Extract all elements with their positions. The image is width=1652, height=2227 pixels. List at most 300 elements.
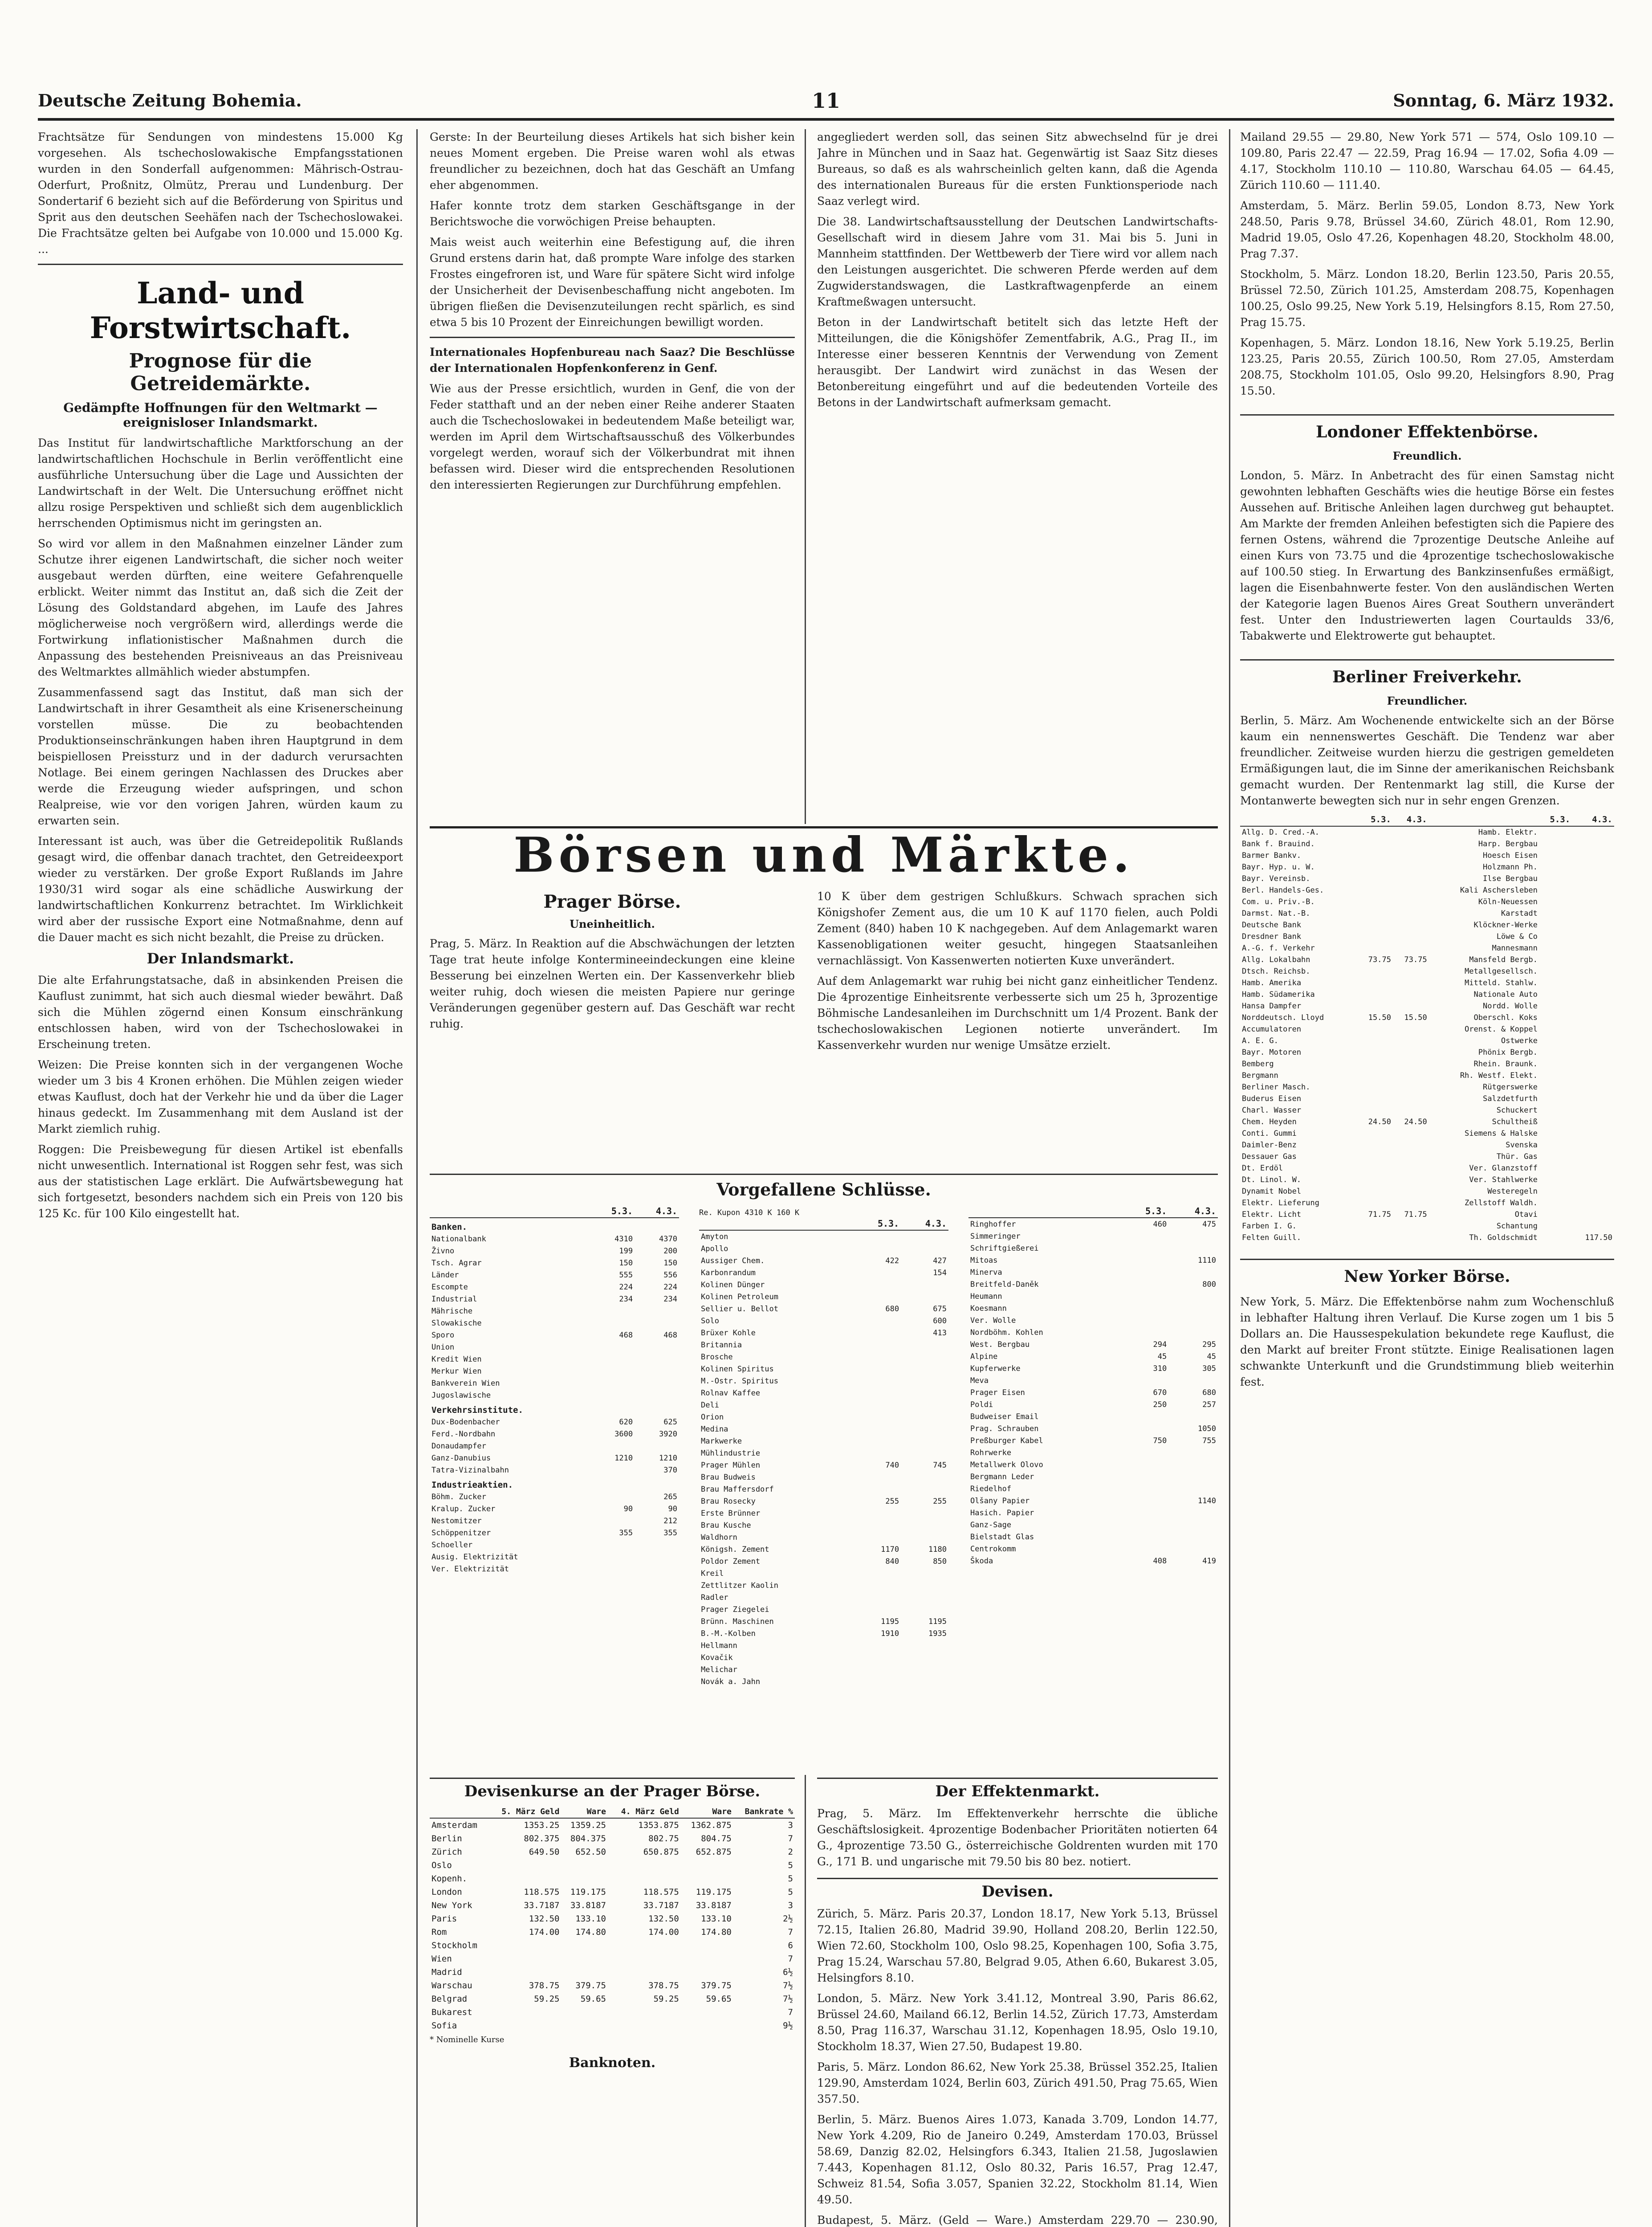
price-previous xyxy=(901,1411,948,1423)
price-value xyxy=(1393,1093,1429,1105)
dealt-footnote: Re. Kupon 4310 K 160 K xyxy=(699,1208,800,1217)
security-name: Bergmann Leder xyxy=(970,1472,1034,1481)
table-row xyxy=(1240,919,1614,931)
price-value xyxy=(1393,1105,1429,1116)
table-row xyxy=(1240,1000,1614,1012)
security-name: Deli xyxy=(701,1400,719,1410)
rate-value: 652.50 xyxy=(575,1847,606,1857)
freiverkehr-header: 4.3. xyxy=(1393,813,1429,826)
security-name: Bayr. Vereinsb. xyxy=(1242,874,1310,883)
security-name: Simmeringer xyxy=(970,1232,1021,1241)
price-today xyxy=(853,1567,901,1579)
rate-value: 7 xyxy=(788,1834,793,1844)
price-value xyxy=(1539,977,1572,989)
security-name: Ver. Wolle xyxy=(970,1316,1016,1325)
price-value xyxy=(1357,885,1393,896)
table-row xyxy=(1240,954,1614,966)
price-value xyxy=(1572,931,1614,942)
security-name: Hasich. Papier xyxy=(970,1508,1034,1517)
price-value xyxy=(1357,1000,1393,1012)
price-value xyxy=(1357,1105,1393,1116)
security-name: Bayr. Hyp. u. W. xyxy=(1242,863,1315,872)
price-today xyxy=(853,1676,901,1688)
price-previous: 1110 xyxy=(1198,1256,1216,1265)
price-value xyxy=(1539,1093,1572,1105)
table-row xyxy=(430,1269,679,1281)
price-today xyxy=(1119,1495,1169,1507)
rate-value xyxy=(488,1939,562,1952)
table-row xyxy=(430,1818,795,1832)
security-name: Dtsch. Reichsb. xyxy=(1242,967,1310,976)
price-previous xyxy=(901,1447,948,1459)
price-today: 740 xyxy=(885,1460,899,1470)
security-name: Darmst. Nat.-B. xyxy=(1242,909,1310,918)
rate-value: 3 xyxy=(788,1820,793,1830)
table-row xyxy=(699,1387,948,1399)
price-value xyxy=(1539,885,1572,896)
price-previous: 800 xyxy=(1202,1280,1216,1289)
security-name: Nordböhm. Kohlen xyxy=(970,1328,1043,1337)
table-row xyxy=(430,1551,679,1563)
currency-place: Bukarest xyxy=(431,2007,472,2017)
rate-value: 7 xyxy=(788,2007,793,2017)
rate-value: 118.575 xyxy=(643,1887,679,1897)
price-today xyxy=(590,1353,635,1365)
security-name: Brünn. Maschinen xyxy=(701,1617,774,1626)
price-today xyxy=(853,1230,901,1243)
devisen-header: 4. März Geld xyxy=(608,1806,681,1818)
security-name: Schriftgießerei xyxy=(970,1244,1039,1253)
table-row xyxy=(1240,1116,1614,1128)
price-value xyxy=(1357,1035,1393,1047)
table-row xyxy=(1240,1070,1614,1081)
rate-value: 804.375 xyxy=(570,1834,606,1844)
currency-place: Zürich xyxy=(431,1847,462,1857)
price-today: 460 xyxy=(1153,1220,1167,1229)
security-name: Kali Aschersleben xyxy=(1460,886,1538,895)
price-value: 73.75 xyxy=(1404,955,1427,964)
price-value: 24.50 xyxy=(1404,1118,1427,1126)
table-row xyxy=(1240,1162,1614,1174)
table-row xyxy=(1240,977,1614,989)
table-row xyxy=(699,1435,948,1447)
table-row xyxy=(1240,1197,1614,1209)
table-row xyxy=(1240,873,1614,885)
price-previous: 419 xyxy=(1202,1556,1216,1566)
table-row xyxy=(1240,931,1614,942)
table-row xyxy=(968,1531,1218,1543)
price-today xyxy=(1119,1302,1169,1314)
price-previous xyxy=(635,1539,679,1551)
article-text: Wie aus der Presse ersichtlich, wurden in Genf, die von der Feder statthaft und an der neben einer Reihe anderer Staaten auch die Tschechoslowakei in bedeutendem Maße beteiligt war, werden im April dem Wirtschaftsausschuß des Völkerbundes vorgelegt werden, worauf sich der Völkerbundrat mit ihnen befassen wird. Dieser wird die entsprechenden Resolutionen den interessierten Regierungen zur Durchführung empfehlen. xyxy=(430,382,795,491)
security-name: Ganz-Sage xyxy=(970,1520,1012,1530)
price-value xyxy=(1357,1151,1393,1162)
price-previous xyxy=(1168,1507,1218,1519)
price-value xyxy=(1357,919,1393,931)
table-row xyxy=(968,1362,1218,1375)
table-row xyxy=(430,1885,795,1899)
security-name: A. E. G. xyxy=(1242,1036,1278,1045)
price-today xyxy=(590,1377,635,1389)
security-name: Donaudampfer xyxy=(431,1441,486,1451)
article-text: Die 38. Landwirtschaftsausstellung der Deutschen Landwirtschafts-Gesellschaft wird in diesem Jahre vom 31. Mai bis 5. Juni in Mannheim stattfinden. Der Wettbewerb der Tiere wird vor allem nach den Leistungen ausgerichtet. Die schweren Pferde werden auf dem Zugwiderstandswagen, die Lastkraftwagenpferde an einem Kraftmeßwagen untersucht. xyxy=(817,215,1218,308)
price-today xyxy=(1119,1314,1169,1326)
banknoten-title: Banknoten. xyxy=(569,2055,656,2071)
article-text: Budapest, 5. März. (Geld — Ware.) Amsterdam 229.70 — 230.90, xyxy=(817,2214,1218,2227)
table-row xyxy=(430,1952,795,1966)
price-previous: 257 xyxy=(1202,1400,1216,1409)
column-1 xyxy=(38,129,403,2227)
dealt-col-1 xyxy=(430,1205,679,1753)
table-row xyxy=(699,1230,948,1243)
price-today xyxy=(1119,1266,1169,1278)
devisenkurse-table xyxy=(430,1806,795,2032)
table-row xyxy=(1240,885,1614,896)
rate-value xyxy=(608,1966,681,1979)
dealt-subtable xyxy=(968,1205,1218,1567)
security-name: Buderus Eisen xyxy=(1242,1094,1302,1103)
price-today xyxy=(853,1411,901,1423)
price-value: 117.50 xyxy=(1585,1233,1612,1242)
price-value xyxy=(1572,1070,1614,1081)
column-4 xyxy=(1240,129,1614,2227)
table-row xyxy=(968,1387,1218,1399)
price-today xyxy=(1119,1483,1169,1495)
security-name: Klöckner-Werke xyxy=(1473,921,1538,930)
currency-place: Oslo xyxy=(431,1860,452,1870)
table-row xyxy=(1240,1232,1614,1244)
table-row xyxy=(968,1350,1218,1362)
price-previous xyxy=(901,1351,948,1363)
price-previous: 355 xyxy=(663,1528,677,1538)
security-name: Poldor Zement xyxy=(701,1557,761,1566)
price-previous xyxy=(901,1399,948,1411)
article-text: Mailand 29.55 — 29.80, New York 571 — 574, Oslo 109.10 — 109.80, Paris 22.47 — 22.59, Prag 16.94 — 17.02, Sofia 4.09 — 4.17, Stockholm 110.10 — 110.80, Warschau 64.05 — 64.45, Zürich 110.60 — 111.40. xyxy=(1240,131,1614,192)
masthead-page-number: 11 xyxy=(811,89,840,113)
price-previous xyxy=(901,1591,948,1603)
price-previous xyxy=(1168,1483,1218,1495)
price-value xyxy=(1539,850,1572,861)
security-name: Erste Brünner xyxy=(701,1509,761,1518)
security-name: Solo xyxy=(701,1316,719,1326)
security-name: Orion xyxy=(701,1412,724,1422)
masthead-paper-name: Deutsche Zeitung Bohemia. xyxy=(38,90,302,110)
table-row xyxy=(968,1495,1218,1507)
price-value xyxy=(1572,896,1614,908)
price-value xyxy=(1539,896,1572,908)
price-value xyxy=(1572,1105,1614,1116)
currency-place: New York xyxy=(431,1901,472,1910)
column-rule xyxy=(805,129,806,824)
security-name: Thür. Gas xyxy=(1496,1152,1538,1161)
rate-value: 6½ xyxy=(783,1967,793,1977)
security-name: Escompte xyxy=(431,1282,468,1292)
security-name: Ver. Stahlwerke xyxy=(1469,1175,1538,1184)
price-value xyxy=(1393,1139,1429,1151)
price-value xyxy=(1393,1047,1429,1058)
price-previous xyxy=(901,1291,948,1303)
price-value xyxy=(1539,954,1572,966)
price-value xyxy=(1572,966,1614,977)
price-value xyxy=(1539,966,1572,977)
security-name: Meva xyxy=(970,1376,989,1385)
currency-place: Amsterdam xyxy=(431,1820,477,1830)
price-value xyxy=(1572,954,1614,966)
table-row xyxy=(968,1302,1218,1314)
rate-value: 802.75 xyxy=(648,1834,679,1844)
price-previous xyxy=(635,1563,679,1575)
price-value xyxy=(1539,1024,1572,1035)
article-text: Stockholm, 5. März. London 18.20, Berlin 123.50, Paris 20.55, Brüssel 72.50, Zürich 101.25, Amsterdam 208.75, Kopenhagen 100.25, Oslo 99.25, New York 5.19, Helsingfors 8.15, Rom 27.50, Prag 15.75. xyxy=(1240,268,1614,329)
price-today xyxy=(1119,1519,1169,1531)
price-value xyxy=(1572,1058,1614,1070)
table-row xyxy=(430,1329,679,1341)
price-previous: 1180 xyxy=(928,1545,947,1554)
security-name: Metallgesellsch. xyxy=(1465,967,1538,976)
security-name: Elektr. Licht xyxy=(1242,1210,1302,1219)
price-today xyxy=(1119,1471,1169,1483)
table-row xyxy=(968,1338,1218,1350)
security-name: Kovačik xyxy=(701,1653,733,1662)
security-name: Aussiger Chem. xyxy=(701,1256,765,1265)
rate-value: 378.75 xyxy=(648,1981,679,1990)
security-name: B.-M.-Kolben xyxy=(701,1629,756,1638)
security-name: Novák a. Jahn xyxy=(701,1677,761,1686)
divider xyxy=(38,264,403,265)
rate-value: 379.75 xyxy=(575,1981,606,1990)
price-value xyxy=(1393,826,1429,838)
rate-value: 649.50 xyxy=(529,1847,560,1857)
price-previous: 680 xyxy=(1202,1388,1216,1397)
price-previous xyxy=(901,1579,948,1591)
freiverkehr-header: 5.3. xyxy=(1357,813,1393,826)
security-name: Alpine xyxy=(970,1352,998,1361)
security-name: Mansfeld Bergb. xyxy=(1469,955,1538,964)
devisenkurse-title: Devisenkurse an der Prager Börse. xyxy=(430,1778,795,1800)
rate-value: 5 xyxy=(788,1860,793,1870)
security-name: Union xyxy=(431,1342,455,1352)
rate-value xyxy=(488,1952,562,1966)
price-value xyxy=(1572,1174,1614,1186)
price-value xyxy=(1572,1162,1614,1174)
price-value: 15.50 xyxy=(1368,1013,1391,1022)
price-previous xyxy=(901,1279,948,1291)
security-name: Elektr. Lieferung xyxy=(1242,1199,1319,1207)
price-today xyxy=(853,1447,901,1459)
dealt-header-date: 5.3. xyxy=(590,1205,635,1218)
security-name: Brüxer Kohle xyxy=(701,1328,756,1338)
dealt-group-heading: Verkehrsinstitute. xyxy=(431,1405,523,1415)
price-today: 620 xyxy=(619,1417,633,1427)
price-previous: 305 xyxy=(1202,1364,1216,1373)
price-previous xyxy=(1168,1447,1218,1459)
security-name: Köln-Neuessen xyxy=(1478,897,1538,906)
rate-value xyxy=(608,2019,681,2032)
table-row xyxy=(430,1377,679,1389)
price-previous xyxy=(1168,1519,1218,1531)
currency-place: Rom xyxy=(431,1927,447,1937)
security-name: Salzdetfurth xyxy=(1483,1094,1538,1103)
price-value xyxy=(1572,1000,1614,1012)
price-value xyxy=(1393,1081,1429,1093)
price-previous: 150 xyxy=(663,1258,677,1268)
table-row xyxy=(430,1233,679,1245)
newspaper-page xyxy=(38,87,1614,2227)
price-value: 71.75 xyxy=(1404,1210,1427,1219)
rate-value xyxy=(561,1859,608,1872)
security-name: Tatra-Vizinalbahn xyxy=(431,1465,509,1475)
rate-value: 174.80 xyxy=(701,1927,732,1937)
table-row xyxy=(430,1899,795,1912)
table-row xyxy=(430,1389,679,1401)
security-name: Heumann xyxy=(970,1292,1002,1301)
dealt-header-name xyxy=(968,1205,1119,1218)
price-previous xyxy=(635,1377,679,1389)
price-previous xyxy=(901,1507,948,1519)
price-today xyxy=(1119,1326,1169,1338)
price-today: 1910 xyxy=(881,1629,899,1638)
rate-value xyxy=(488,1859,562,1872)
article-text: London, 5. März. New York 3.41.12, Montreal 3.90, Paris 86.62, Brüssel 24.60, Mailand 66.12, Berlin 14.52, Zürich 17.73, Amsterdam 8.50, Prag 116.37, Warschau 31.12, Kopenhagen 18.95, Oslo 19.10, Stockholm 18.37, Wien 27.50, Budapest 19.80. xyxy=(817,1992,1218,2053)
rate-value xyxy=(561,1872,608,1885)
divider xyxy=(430,337,795,338)
security-name: Markwerke xyxy=(701,1436,742,1446)
rate-value xyxy=(681,2019,733,2032)
security-name: A.-G. f. Verkehr xyxy=(1242,944,1315,953)
price-value xyxy=(1572,826,1614,838)
table-row xyxy=(1240,1151,1614,1162)
dealt-header-date: 4.3. xyxy=(1168,1205,1218,1218)
table-row xyxy=(430,1966,795,1979)
table-row xyxy=(430,2019,795,2032)
price-today xyxy=(853,1519,901,1531)
security-name: Kredit Wien xyxy=(431,1354,482,1364)
price-previous xyxy=(901,1375,948,1387)
price-value xyxy=(1539,1070,1572,1081)
security-name: Ferd.-Nordbahn xyxy=(431,1429,496,1439)
price-today xyxy=(853,1652,901,1664)
security-name: Preßburger Kabel xyxy=(970,1436,1043,1445)
article-text: London, 5. März. In Anbetracht des für einen Samstag nicht gewohnten lebhaften Geschäfts wies die heutige Börse ein festes Aussehen auf. Britische Anleihen lagen durchweg gut behauptet. Am Markte der fremden Anleihen befestigten sich die Papiere des fernen Ostens, während die 7prozentige Deutsche Anleihe auf einen Kurs von 73.75 und die 4prozentige tschechoslowakische auf 100.50 stieg. In Erwartung des Bankzinsenfußes ermäßigt, lagen die Eisenbahnwerte fester. Von den ausländischen Werten der Kategorie lagen Buenos Aires Great Southern unverändert fest. Unter den Industriewerten lagen Courtaulds 33/6, Tabakwerte und Elektrowerte gut behauptet. xyxy=(1240,469,1614,642)
security-name: Harp. Bergbau xyxy=(1478,840,1538,848)
price-value xyxy=(1539,1105,1572,1116)
prager-boerse-left xyxy=(430,889,795,1165)
rate-value: 174.00 xyxy=(529,1927,560,1937)
price-value xyxy=(1539,1197,1572,1209)
price-previous: 4370 xyxy=(659,1234,677,1244)
security-name: Metallwerk Olovo xyxy=(970,1460,1043,1469)
dealt-header-date: 4.3. xyxy=(635,1205,679,1218)
price-value xyxy=(1539,989,1572,1000)
dealt-subtable xyxy=(430,1205,679,1575)
freiverkehr-header xyxy=(1429,813,1539,826)
table-row xyxy=(699,1399,948,1411)
security-name: Barmer Bankv. xyxy=(1242,851,1302,860)
rate-value xyxy=(681,1952,733,1966)
security-name: Kralup. Zucker xyxy=(431,1504,496,1513)
price-previous xyxy=(901,1676,948,1688)
security-name: Svenska xyxy=(1506,1141,1538,1150)
table-row xyxy=(430,1832,795,1845)
security-name: Melichar xyxy=(701,1665,737,1674)
dealt-col-3 xyxy=(968,1205,1218,1753)
table-row xyxy=(430,1281,679,1293)
article-text: Amsterdam, 5. März. Berlin 59.05, London 8.73, New York 248.50, Paris 9.78, Brüssel 34.60, Zürich 48.01, Rom 12.90, Madrid 19.05, Oslo 47.26, Kopenhagen 48.20, Stockholm 48.00, Prag 7.37. xyxy=(1240,199,1614,260)
rate-value: 652.875 xyxy=(696,1847,732,1857)
table-row xyxy=(430,1515,679,1527)
price-value xyxy=(1357,850,1393,861)
article-text: Das Institut für landwirtschaftliche Marktforschung an der landwirtschaftlichen Hochschule in Berlin veröffentlicht eine ausführliche Untersuchung über die Lage und Aussichten der Landwirtschaft in der Welt. Die Untersuchung eröffnet nicht allzu rosige Perspektiven und schließt sich dem augenblicklich herrschenden Optimismus nicht im geringsten an. xyxy=(38,436,403,530)
price-value xyxy=(1357,826,1393,838)
price-value xyxy=(1357,1162,1393,1174)
price-today: 4310 xyxy=(614,1234,633,1244)
price-value xyxy=(1357,1174,1393,1186)
price-previous: 212 xyxy=(663,1516,677,1525)
security-name: Poldi xyxy=(970,1400,993,1409)
table-row xyxy=(968,1507,1218,1519)
londoner-boerse-subtitle: Freundlich. xyxy=(1392,449,1462,462)
rate-value: 133.10 xyxy=(575,1914,606,1924)
table-row xyxy=(699,1411,948,1423)
table-row xyxy=(699,1423,948,1435)
price-value xyxy=(1393,966,1429,977)
security-name: Britannia xyxy=(701,1340,742,1350)
rate-value: 2½ xyxy=(783,1914,793,1924)
price-value xyxy=(1393,861,1429,873)
rate-value: 174.80 xyxy=(575,1927,606,1937)
price-value xyxy=(1539,1000,1572,1012)
security-name: Hamb. Südamerika xyxy=(1242,990,1315,999)
table-row xyxy=(968,1399,1218,1411)
price-today: 1210 xyxy=(614,1453,633,1463)
price-value xyxy=(1572,1116,1614,1128)
article-text: Berlin, 5. März. Am Wochenende entwickelte sich an der Börse kaum ein nennenswertes Geschäft. Die Tendenz war aber freundlicher. Zeitweise wurden hierzu die gestrigen gemeldeten Ermäßigungen laut, die im Sinne der amerikanischen Reichsbank gemacht wurden. Der Rentenmarkt lag still, die Kurse der Montanwerte bewegten sich nur in sehr engen Grenzen. xyxy=(1240,714,1614,807)
security-name: Ver. Glanzstoff xyxy=(1469,1164,1538,1173)
security-name: Ostwerke xyxy=(1501,1036,1538,1045)
security-name: Rohrwerke xyxy=(970,1448,1012,1457)
security-name: Holzmann Ph. xyxy=(1483,863,1538,872)
price-today: 3600 xyxy=(614,1429,633,1439)
price-previous xyxy=(1168,1471,1218,1483)
security-name: Prager Eisen xyxy=(970,1388,1025,1397)
article-text: Weizen: Die Preise konnten sich in der vergangenen Woche wieder um 3 bis 4 Kronen erhöhen. Die Mühlen zeigen wieder etwas Kauflust, doch hat der Verkehr hie und da über die Lager hinaus gedeckt. Im Zusammenhang mit dem Ausland ist der Markt ziemlich ruhig. xyxy=(38,1058,403,1135)
price-value: 15.50 xyxy=(1404,1013,1427,1022)
rate-value xyxy=(681,1872,733,1885)
article-text: Prag, 5. März. In Reaktion auf die Abschwächungen der letzten Tage trat heute infolge Kontermineeindeckungen eine kleine Besserung bei einzelnen Werten ein. Der Kassenverkehr blieb weiter ruhig, doch wiesen die meisten Papiere nur geringe Veränderungen gegenüber gestern auf. Das Geschäft war recht ruhig. xyxy=(430,937,795,1030)
article-text: Kopenhagen, 5. März. London 18.16, New York 5.19.25, Berlin 123.25, Paris 20.55, Zürich 100.50, Rom 27.05, Amsterdam 208.75, Stockholm 101.05, Oslo 99.20, Helsingfors 8.90, Prag 15.50. xyxy=(1240,336,1614,397)
price-value xyxy=(1393,931,1429,942)
price-previous xyxy=(1168,1326,1218,1338)
price-value xyxy=(1572,1012,1614,1024)
price-value: 71.75 xyxy=(1368,1210,1391,1219)
price-value xyxy=(1572,885,1614,896)
price-value xyxy=(1357,908,1393,919)
table-row xyxy=(699,1555,948,1567)
dealt-header-name xyxy=(699,1217,853,1230)
price-value xyxy=(1572,942,1614,954)
security-name: Prag. Schrauben xyxy=(970,1424,1039,1433)
table-row xyxy=(699,1507,948,1519)
price-previous: 850 xyxy=(933,1557,947,1566)
price-previous: 755 xyxy=(1202,1436,1216,1445)
price-today xyxy=(853,1483,901,1495)
article-text: Interessant ist auch, was über die Getreidepolitik Rußlands gesagt wird, die offenbar danach trachtet, den Getreideexport wieder zu verstärken. Der große Export Rußlands im Jahre 1930/31 wird sogar als eine schädliche Auswirkung der landwirtschaftlichen Konkurrenz betrachtet. Im Wirklichkeit wird aber der russische Export eine Notmaßnahme, denn auf die Dauer macht es sich nicht bezahlt, die Preise zu drücken. xyxy=(38,835,403,944)
rate-value: 33.8187 xyxy=(696,1901,732,1910)
security-name: Schuckert xyxy=(1496,1106,1538,1115)
freiverkehr-header: 4.3. xyxy=(1572,813,1614,826)
price-previous xyxy=(1168,1266,1218,1278)
table-row xyxy=(430,1257,679,1269)
